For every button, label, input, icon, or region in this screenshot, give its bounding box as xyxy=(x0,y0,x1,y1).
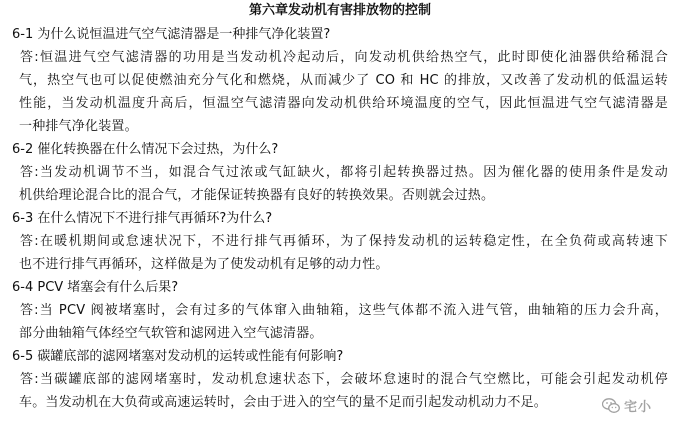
question-6-3: 6-3 在什么情况下不进行排气再循环?为什么? xyxy=(12,211,273,226)
watermark xyxy=(602,396,652,415)
answer-line: 性能，当发动机温度升高后，恒温空气滤清器向发动机供给环境温度的空气，因此恒温进气空气滤清器是 xyxy=(19,96,668,111)
answer-line: 答:恒温进气空气滤清器的功用是当发动机冷起动后，向发动机供给热空气，此时即使化油器供给稀混合 xyxy=(20,50,668,65)
qa-section xyxy=(12,138,668,207)
answer-line: 答:当发动机调节不当，如混合气过浓或气缸缺火，都将引起转换器过热。因为催化器的使用条件是发动 xyxy=(20,165,668,180)
qa-section xyxy=(12,276,668,345)
answer-6-4 xyxy=(12,299,668,345)
watermark-text: 宅小 xyxy=(623,400,652,415)
qa-section xyxy=(12,207,668,276)
answer-line: 答:当 PCV 阀被堵塞时，会有过多的气体窜入曲轴箱，这些气体都不流入进气管，曲轴箱的压力会升高， xyxy=(20,303,668,318)
answer-6-1 xyxy=(12,46,668,138)
question-6-5: 6-5 碳罐底部的滤网堵塞对发动机的运转或性能有何影响? xyxy=(12,349,344,364)
answer-line: 车。当发动机在大负荷或高速运转时，会由于进入的空气的量不足而引起发动机动力不足。 xyxy=(19,395,548,410)
question-6-2: 6-2 催化转换器在什么情况下会过热，为什么? xyxy=(12,142,279,157)
answer-line: 气，热空气也可以促使燃油充分气化和燃烧，从而减少了 CO 和 HC 的排放，又改善了发动机的低温运转 xyxy=(19,73,668,88)
document-title: 第六章发动机有害排放物的控制 xyxy=(248,3,431,18)
answer-line: 一种排气净化装置。 xyxy=(19,119,138,134)
question-6-4: 6-4 PCV 堵塞会有什么后果? xyxy=(12,280,179,295)
answer-line: 答:当碳罐底部的滤网堵塞时，发动机怠速状态下，会破坏怠速时的混合气空燃比，可能会引起发动机停 xyxy=(20,372,668,387)
answer-line: 也不进行排气再循环，这样做是为了使发动机有足够的动力性。 xyxy=(19,257,389,272)
answer-line: 答:在暖机期间或怠速状况下，不进行排气再循环，为了保持发动机的运转稳定性，在全负荷或高转速下 xyxy=(20,234,668,249)
qa-section xyxy=(12,345,668,414)
question-6-1: 6-1 为什么说恒温进气空气滤清器是一种排气净化装置? xyxy=(12,27,331,42)
qa-section xyxy=(12,23,668,138)
answer-6-5 xyxy=(12,368,668,414)
answer-line: 部分曲轴箱气体经空气软管和滤网进入空气滤清器。 xyxy=(19,326,323,341)
answer-line: 机供给理论混合比的混合气，才能保证转换器有良好的转换效果。否则就会过热。 xyxy=(19,188,495,203)
answer-6-3 xyxy=(12,230,668,276)
wechat-logo-icon xyxy=(602,398,620,414)
answer-6-2 xyxy=(12,161,668,207)
